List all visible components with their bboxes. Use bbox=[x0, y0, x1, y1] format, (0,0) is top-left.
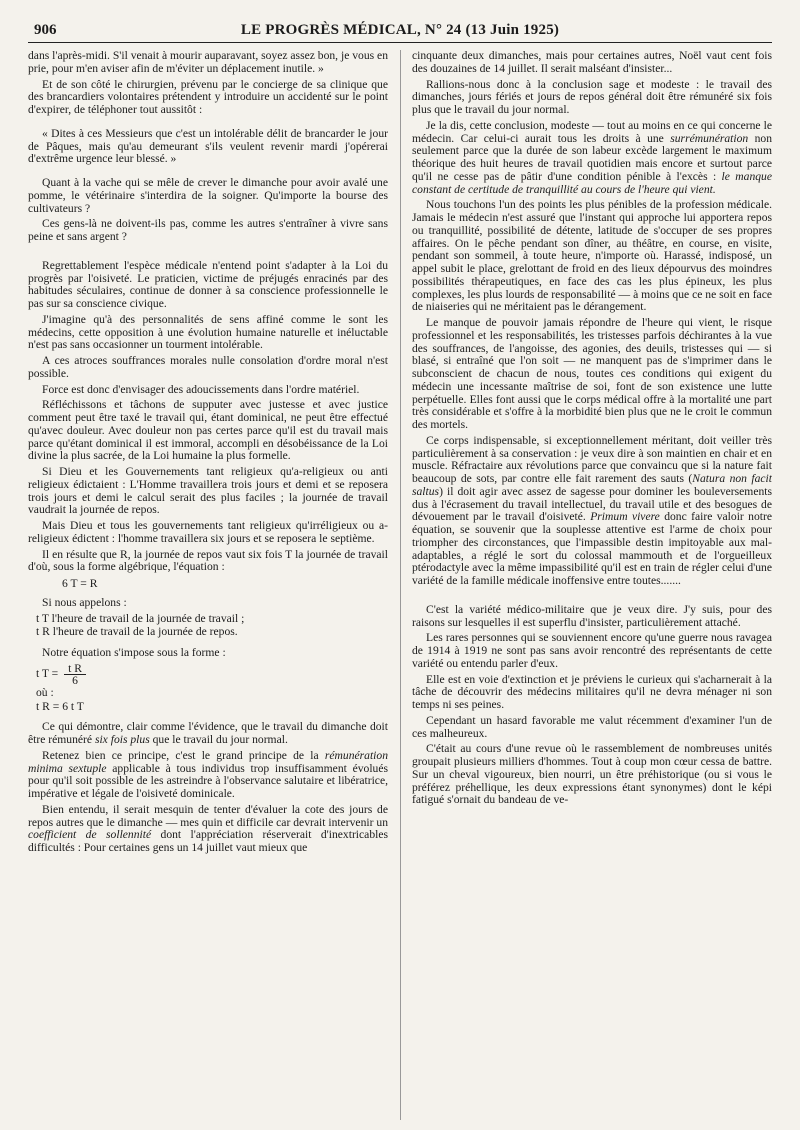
paragraph: Si Dieu et les Gouvernements tant religieux qu'a-religieux ou anti religieux édictaient : L'Homme travaillera trois jours et demi et se reposera trois jours et demi le calcul serait des plus faciles ; la journée de travail vaudrait la journée de repos. bbox=[28, 465, 388, 517]
left-column bbox=[28, 50, 388, 1120]
fraction-numerator: t R bbox=[64, 663, 86, 675]
paragraph: Quant à la vache qui se mêle de crever le dimanche pour avoir avalé une pomme, le vétérinaire s'interdira de la soigner. Qu'importe la bourse des cultivateurs ? bbox=[28, 176, 388, 215]
paragraph: Et de son côté le chirurgien, prévenu par le concierge de sa clinique que des brancardiers volontaires prétendent y introduire un accidenté sur le point d'expirer, de téléphoner tout aussitôt : bbox=[28, 77, 388, 116]
paragraph: C'est la variété médico-militaire que je veux dire. J'y suis, pour des raisons sur lesquelles il est superflu d'insister, particulièrement attaché. bbox=[412, 602, 772, 629]
column-divider bbox=[400, 50, 401, 1120]
paragraph: Ce qui démontre, clair comme l'évidence, que le travail du dimanche doit être rémunéré six fois plus que le travail du jour normal. bbox=[28, 720, 388, 746]
fraction-denominator: 6 bbox=[72, 673, 78, 687]
paragraph: Réfléchissons et tâchons de supputer avec justesse et avec justice comment peut être taxé le travail qui, étant dominical, ne peut être effectué qu'avec douleur. Avec douleur non pas certes parce qu'il est du travail mais parce qu'étant dominical il est immoral, accompli en désobéissance de la Loi divine la plus sacrée, de la Loi humaine la plus formelle. bbox=[28, 398, 388, 463]
equation: 6 T = R bbox=[62, 577, 98, 590]
emphasis: coefficient de sollennité bbox=[28, 828, 152, 842]
paragraph: Ce corps indispensable, si exceptionnellement méritant, doit veiller très particulièrement à sa conservation : je veux dire à son maintien en chair et en muscle. Réfractaire aux révolutions parce que convaincu que si la nature fait beaucoup de sots, par contre elle fait rarement des sauts (Natura non facit saltus) il doit agir avec assez de sagesse pour dominer les bouleversements dus à l'écrasement du travail intellectuel, du travail utile et des besogues de dévouement par le travail d'oisiveté. Primum vivere donc faire valoir notre équation, se souvenir que la souplesse attentive est l'arme de choix pour triompher des circonstances, que l'impassible destin impitoyable aux mal-adaptables, a réglé le sort du colossal mammouth et de l'orgueilleux ptérodactyle avec la même impassibilité qu'il est en train de régler celui d'une variété de la famille médicale inoffensive entre toutes....... bbox=[412, 433, 772, 587]
paragraph: cinquante deux dimanches, mais pour certaines autres, Noël vaut cent fois des douzaines de 14 juillet. Il serait malséant d'insister... bbox=[412, 50, 772, 75]
paragraph: Le manque de pouvoir jamais répondre de l'heure qui vient, le risque professionnel et les responsabilités, les tristesses parfois déchirantes à la vue des souffrances, de l'angoisse, des agonies, des deuils, tristesses qui — si blasé, si entraîné que l'on soit — ne manquent pas de s'imprimer dans le subconscient de chacun de nous, toutes ces conditions qui exigent du médecin une incessante maîtrise de soi, font de son existence une lutte perpétuelle. Elles font aussi que le corps médical offre à la mortalité une part très considérable et s'offre à la morbidité bien plus que ne le croit le commun des mortels. bbox=[412, 316, 772, 431]
paragraph: Si nous appelons : bbox=[42, 595, 127, 609]
journal-title: LE PROGRÈS MÉDICAL, N° 24 (13 Juin 1925) bbox=[240, 22, 560, 38]
emphasis: rémunération minima sextuple bbox=[28, 748, 388, 775]
paragraph: Notre équation s'impose sous la forme : bbox=[42, 646, 226, 659]
equation-fraction bbox=[28, 663, 388, 686]
quote-paragraph: « Dites à ces Messieurs que c'est un intolérable délit de brancarder le jour de Pâques, mais qu'au demeurant s'ils veulent revenir mardi j'opérerai d'extrême urgence leur blessé. » bbox=[28, 126, 388, 166]
emphasis: le manque constant de certitude de tranquillité au cours de l'heure qui vient. bbox=[412, 169, 772, 196]
equation-lhs: t T = bbox=[36, 666, 59, 680]
paragraph: Nous touchons l'un des points les plus pénibles de la profession médicale. Jamais le médecin n'est assuré que l'instant qui approche lui apportera repos ou tranquillité, possibilité de détente, latitude de s'occuper de ses propres affaires. On le pêche pendant son dîner, au théâtre, en course, en visite, pendant son sommeil, à toute heure, n'importe où. Harassé, indisposé, un appel subit le place, grelottant de froid en des lieux dépourvus des moindres possibilités thérapeutiques, en face des cas les plus épineux, les plus complexes, les plus lourds de responsabilité — à moins que ce ne soit en face de niaiseries qui ne méritaient pas le dérangement. bbox=[412, 198, 772, 314]
article-body bbox=[28, 50, 772, 1120]
paragraph: C'était au cours d'une revue où le rassemblement de nombreuses unités groupait plusieurs milliers d'hommes. Tout à coup mon cœur cessa de battre. Sur un cheval vigoureux, bien nourri, un être préhistorique (ou si vous le préférez préhellique, les deux expressions étant synonymes) dont le képi fatigué s'ornait du bandeau de ve- bbox=[412, 742, 772, 807]
paragraph: Force est donc d'envisager des adoucissements dans l'ordre matériel. bbox=[42, 382, 360, 396]
paragraph: Cependant un hasard favorable me valut récemment d'examiner l'un de ces malheureux. bbox=[412, 713, 772, 740]
emphasis: six fois plus bbox=[94, 733, 150, 746]
equation: t R = 6 t T bbox=[36, 699, 84, 713]
paragraph: Bien entendu, il serait mesquin de tenter d'évaluer la cote des jours de repos autres que le dimanche — mes quin et difficile car devrait intervenir un coefficient de sollennité dont l'appréciation réserverait d'inextricables difficultés : Pour certaines gens un 14 juillet vaut mieux que bbox=[28, 802, 388, 854]
definition-line: t R l'heure de travail de la journée de repos. bbox=[36, 625, 238, 639]
paragraph: dans l'après-midi. S'il venait à mourir auparavant, soyez assez bon, je vous en prie, pour m'en aviser afin de m'éviter un déplacement inutile. » bbox=[28, 50, 388, 75]
fraction bbox=[64, 663, 86, 686]
emphasis: Natura non facit saltus bbox=[412, 472, 772, 498]
paragraph: Je la dis, cette conclusion, modeste — tout au moins en ce qui concerne le médecin. Car celui-ci aurait tous les droits à une surrémunération non seulement parce que la durée de son labeur excède largement le maximum théorique des huit heures de travail quotidien mais encore et surtout parce qu'il ne cesse pas de pâtir d'une condition pénible à l'excès : le manque constant de certitude de tranquillité au cours de l'heure qui vient. bbox=[412, 118, 772, 196]
emphasis: Primum vivere bbox=[590, 510, 660, 524]
right-column bbox=[412, 50, 772, 1120]
equation-label: où : bbox=[36, 685, 54, 699]
paragraph: Rallions-nous donc à la conclusion sage et modeste : le travail des dimanches, jours fériés et jours de repos général doit être rémunéré six fois plus que le travail du jour normal. bbox=[412, 77, 772, 116]
paragraph: Elle est en voie d'extinction et je préviens le curieux qui s'acharnerait à la tâche de découvrir des médecins militaires qu'il ne devra ménager ni son temps ni ses peines. bbox=[412, 672, 772, 711]
paragraph: Ces gens-là ne doivent-ils pas, comme les autres s'entraîner à vivre sans peine et sans argent ? bbox=[28, 217, 388, 243]
paragraph: Mais Dieu et tous les gouvernements tant religieux qu'irréligieux ou a-religieux édictent : l'homme travaillera six jours et se reposera le septième. bbox=[28, 519, 388, 545]
paragraph: Retenez bien ce principe, c'est le grand principe de la rémunération minima sextuple applicable à tous individus trop insuffisamment évolués pour qu'il soit possible de les astreindre à l'observance salutaire et libératrice, impérative et légale de l'oisiveté dominicale. bbox=[28, 748, 388, 800]
paragraph: J'imagine qu'à des personnalités de sens affiné comme le sont les médecins, cette opposition à une évolution humaine naturelle et inéluctable n'est pas sans occasionner un tourment intolérable. bbox=[28, 312, 388, 352]
page-header bbox=[28, 18, 772, 43]
paragraph: Regrettablement l'espèce médicale n'entend point s'adapter à la Loi du progrès par l'oisiveté. Le praticien, victime de préjugés enracinés par des habitudes séculaires, continue de donner à sa conscience professionnelle le pas sur sa conscience civique. bbox=[28, 258, 388, 310]
paragraph: Les rares personnes qui se souviennent encore qu'une guerre nous ravagea de 1914 à 1919 ne sont pas sans avoir rencontré des représentants de cette variété ou entendu parler d'eux. bbox=[412, 631, 772, 670]
definition-line: t T l'heure de travail de la journée de travail ; bbox=[36, 611, 245, 625]
emphasis: surrémunération bbox=[670, 131, 749, 145]
paragraph: A ces atroces souffrances morales nulle consolation d'ordre moral n'est possible. bbox=[28, 354, 388, 380]
page-number: 906 bbox=[34, 22, 57, 38]
paragraph: Il en résulte que R, la journée de repos vaut six fois T la journée de travail d'où, sous la forme algébrique, l'équation : bbox=[28, 547, 388, 574]
